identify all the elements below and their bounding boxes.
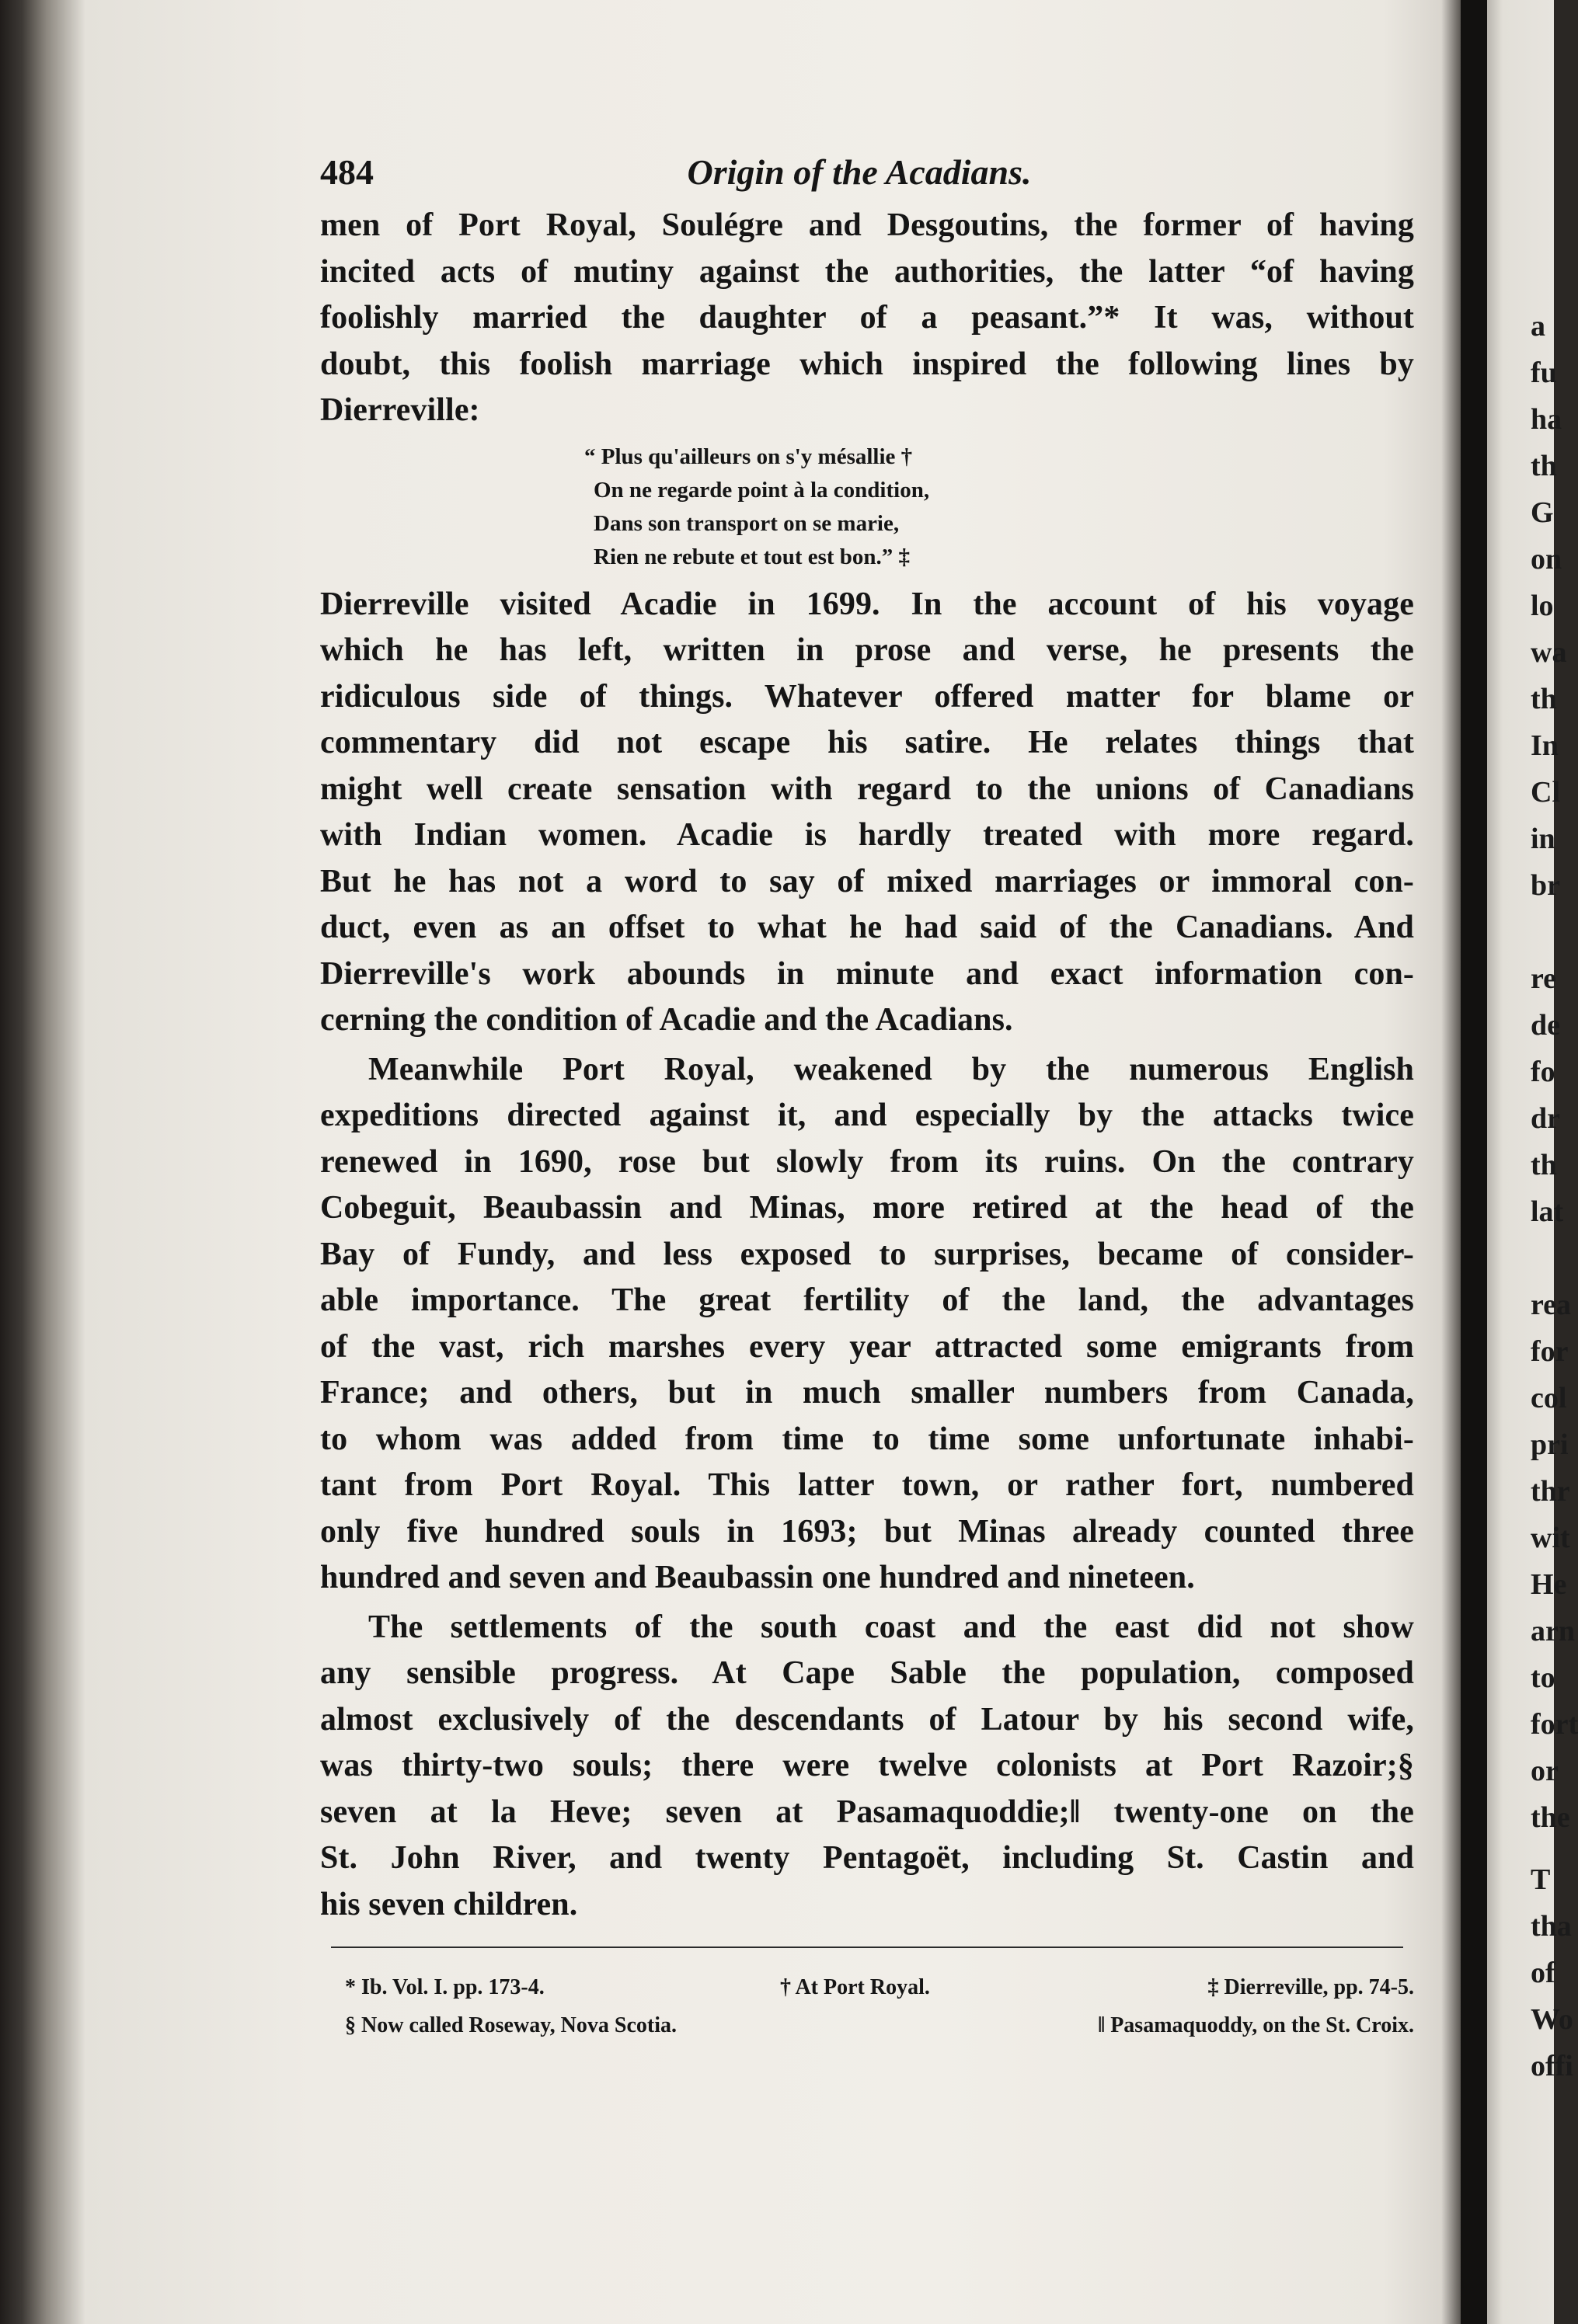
adjacent-page-fragment: ha xyxy=(1531,403,1562,436)
text-line: Bay of Fundy, and less exposed to surprises, became of consider- xyxy=(320,1236,1414,1272)
adjacent-page-fragment: lat xyxy=(1531,1195,1564,1228)
text-line: But he has not a word to say of mixed marriages or immoral con- xyxy=(320,863,1414,899)
text-line: any sensible progress. At Cape Sable the population, composed xyxy=(320,1655,1414,1691)
adjacent-page-fragment: of xyxy=(1531,1957,1555,1989)
adjacent-page-fragment: rea xyxy=(1531,1289,1572,1321)
text-line: might well create sensation with regard to the unions of Canadians xyxy=(320,771,1414,807)
adjacent-page-fragment: He xyxy=(1531,1568,1567,1601)
text-line: The settlements of the south coast and the east did not show xyxy=(368,1609,1414,1645)
adjacent-page-fragment: Cl xyxy=(1531,776,1560,809)
book-page xyxy=(320,151,1414,2044)
text-line: Dierreville visited Acadie in 1699. In the account of his voyage xyxy=(320,586,1414,622)
footnote: † At Port Royal. xyxy=(780,1975,930,1999)
text-line: of the vast, rich marshes every year attracted some emigrants from xyxy=(320,1328,1414,1365)
body-text xyxy=(320,203,1414,1928)
adjacent-page-fragment: in xyxy=(1531,823,1555,855)
adjacent-page-fragment: wit xyxy=(1531,1522,1570,1554)
text-line: cerning the condition of Acadie and the Acadians. xyxy=(320,1002,1013,1038)
paragraph xyxy=(320,1605,1414,1929)
adjacent-page-fragment: thr xyxy=(1531,1475,1570,1508)
paragraph xyxy=(320,203,1414,434)
text-line: able importance. The great fertility of the land, the advantages xyxy=(320,1282,1414,1318)
adjacent-page-fragment: fo xyxy=(1531,1056,1555,1088)
footnote: ‡ Dierreville, pp. 74-5. xyxy=(1207,1975,1414,1999)
text-line: Dierreville: xyxy=(320,392,480,428)
page-number: 484 xyxy=(320,152,374,192)
verse-line: “ Plus qu'ailleurs on s'y mésallie † xyxy=(584,444,913,469)
paragraph xyxy=(320,582,1414,1044)
adjacent-page-fragment: col xyxy=(1531,1382,1567,1414)
adjacent-page-fragment: or xyxy=(1531,1755,1559,1787)
verse-quotation xyxy=(584,440,1414,574)
adjacent-page-fragment: for xyxy=(1531,1335,1569,1368)
text-line: doubt, this foolish marriage which inspired the following lines by xyxy=(320,346,1414,382)
footnote: § Now called Roseway, Nova Scotia. xyxy=(345,2013,677,2037)
text-line: St. John River, and twenty Pentagoët, including St. Castin and xyxy=(320,1840,1414,1876)
text-line: France; and others, but in much smaller numbers from Canada, xyxy=(320,1375,1414,1411)
paragraph xyxy=(320,1047,1414,1602)
page-header xyxy=(320,151,1414,198)
adjacent-page-fragment: fu xyxy=(1531,357,1557,389)
text-line: renewed in 1690, rose but slowly from its ruins. On the contrary xyxy=(320,1143,1414,1180)
adjacent-page-fragment: dr xyxy=(1531,1102,1560,1135)
text-line: tant from Port Royal. This latter town, or rather fort, numbered xyxy=(320,1467,1414,1503)
verse-line: On ne regarde point à la condition, xyxy=(594,477,930,503)
text-line: which he has left, written in prose and verse, he presents the xyxy=(320,632,1414,668)
text-line: duct, even as an offset to what he had said of the Canadians. And xyxy=(320,910,1414,945)
adjacent-page-fragment: pri xyxy=(1531,1428,1569,1461)
text-line: Dierreville's work abounds in minute and exact information con- xyxy=(320,955,1414,992)
adjacent-page-fragment: lo xyxy=(1531,590,1554,622)
text-line: men of Port Royal, Soulégre and Desgoutins, the former of having xyxy=(320,207,1414,243)
adjacent-page-fragment: the xyxy=(1531,1801,1570,1834)
adjacent-page-fragment: fort xyxy=(1531,1708,1578,1741)
text-line: his seven children. xyxy=(320,1886,578,1922)
verse-line: Dans son transport on se marie, xyxy=(594,510,900,536)
adjacent-page-fragment: offi xyxy=(1531,2050,1573,2082)
text-line: Cobeguit, Beaubassin and Minas, more retired at the head of the xyxy=(320,1190,1414,1226)
book-gutter xyxy=(1461,0,1487,2324)
footnote-rule xyxy=(331,1947,1403,1948)
footnote: * Ib. Vol. I. pp. 173-4. xyxy=(345,1975,545,1999)
adjacent-page-fragment: Wo xyxy=(1531,2003,1573,2036)
text-line: incited acts of mutiny against the authorities, the latter “of having xyxy=(320,253,1414,290)
text-line: to whom was added from time to time some unfortunate inhabi- xyxy=(320,1421,1414,1457)
text-line: hundred and seven and Beaubassin one hundred and nineteen. xyxy=(320,1560,1195,1595)
verse-line: Rien ne rebute et tout est bon.” ‡ xyxy=(594,544,911,569)
text-line: foolishly married the daughter of a peasant.”* It was, without xyxy=(320,300,1414,336)
adjacent-page-fragment: a xyxy=(1531,310,1545,343)
text-line: was thirty-two souls; there were twelve colonists at Port Razoir;§ xyxy=(320,1748,1414,1783)
text-line: with Indian women. Acadie is hardly treated with more regard. xyxy=(320,817,1414,853)
adjacent-page-fragment: th xyxy=(1531,450,1557,482)
text-line: almost exclusively of the descendants of Latour by his second wife, xyxy=(320,1701,1414,1738)
adjacent-page-fragment: G xyxy=(1531,496,1554,529)
adjacent-page-fragment: In xyxy=(1531,729,1559,762)
adjacent-page-fragment: re xyxy=(1531,962,1557,995)
running-title: Origin of the Acadians. xyxy=(687,152,1032,192)
adjacent-page-fragment: wa xyxy=(1531,636,1567,669)
adjacent-page-fragment: tha xyxy=(1531,1910,1572,1943)
adjacent-page-fragment: th xyxy=(1531,683,1557,715)
footnote: ‖ Pasamaquoddy, on the St. Croix. xyxy=(1098,2013,1414,2037)
adjacent-page-fragment: br xyxy=(1531,869,1560,902)
adjacent-page-fragment: de xyxy=(1531,1009,1560,1042)
adjacent-page-edge xyxy=(1487,0,1578,2324)
adjacent-page-fragment: arn xyxy=(1531,1615,1575,1647)
adjacent-page-fragment: on xyxy=(1531,543,1562,576)
text-line: commentary did not escape his satire. He relates things that xyxy=(320,725,1414,760)
footnotes xyxy=(345,1968,1414,2044)
text-line: seven at la Heve; seven at Pasamaquoddie;‖ twenty-one on the xyxy=(320,1793,1414,1830)
text-line: only five hundred souls in 1693; but Minas already counted three xyxy=(320,1513,1414,1550)
text-line: Meanwhile Port Royal, weakened by the numerous English xyxy=(368,1051,1414,1087)
text-line: ridiculous side of things. Whatever offered matter for blame or xyxy=(320,678,1414,715)
adjacent-page-fragment: to xyxy=(1531,1661,1555,1694)
adjacent-page-fragment: T xyxy=(1531,1863,1551,1896)
text-line: expeditions directed against it, and especially by the attacks twice xyxy=(320,1098,1414,1133)
adjacent-page-fragment: th xyxy=(1531,1149,1557,1181)
